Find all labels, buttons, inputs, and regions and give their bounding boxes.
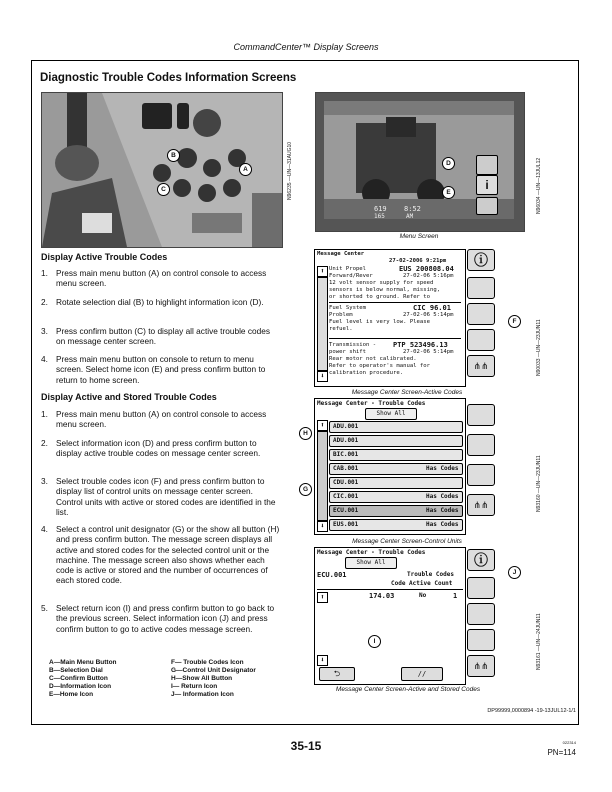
- m2-l1: Fuel System: [329, 305, 367, 311]
- m1-l5: or shorted to ground. Refer to: [329, 293, 431, 300]
- message-3[interactable]: [329, 342, 461, 376]
- m3-l1: Transmission -: [329, 342, 377, 348]
- page-number: 35-15: [290, 739, 322, 753]
- legend-a: A—Main Menu Button: [49, 659, 117, 666]
- m2-code: CIC 96.01: [413, 304, 451, 312]
- running-header: CommandCenter™ Display Screens: [233, 42, 379, 52]
- trouble-codes-icon[interactable]: [467, 603, 495, 625]
- callout-i: I: [368, 635, 381, 648]
- unit-row[interactable]: [329, 421, 463, 433]
- unit-name: ADU.001: [333, 423, 359, 430]
- info-icon[interactable]: ⓘ: [467, 249, 495, 271]
- menu-readout-2: 165: [374, 213, 385, 220]
- m2-date: 27-02-06 5:14pm: [403, 312, 454, 318]
- callout-j: J: [508, 566, 521, 579]
- legend-b: B—Selection Dial: [49, 667, 103, 674]
- unit-name: CIC.001: [333, 493, 359, 500]
- header-rule: [317, 589, 463, 590]
- legend-right: [171, 659, 256, 699]
- footer-small: 022314: [562, 740, 576, 745]
- unit-name: CDU.001: [333, 479, 359, 486]
- m1-l2: Forward/Rever: [329, 273, 373, 279]
- scroll-up[interactable]: ⬆: [317, 592, 328, 603]
- stored-step-3: 3. Select trouble codes icon (F) and press confirm button to display list of control units on message center screen. Control units with active or stored codes are identified in the list.: [41, 476, 276, 517]
- legend-g: G—Control Unit Designator: [171, 667, 256, 674]
- callout-d: D: [442, 157, 455, 170]
- caption-menu: Menu Screen: [399, 233, 439, 240]
- legend-h: H—Show All Button: [171, 675, 233, 682]
- m1-l1: Unit Propel: [329, 266, 367, 272]
- unit-designator: ECU.001: [317, 571, 347, 579]
- menu-readout-1: 619: [374, 205, 387, 213]
- show-all-button[interactable]: Show All: [365, 408, 417, 420]
- unit-row[interactable]: [329, 435, 463, 447]
- stored-step-4: 4. Select a control unit designator (G) or the show all button (H) and press confirm button. The message screen displays all active and stored codes for the selected control unit or the machine. The message screen also shows whether each code is active or stored and the number of occurrences of each stored code.: [41, 524, 280, 586]
- callout-e: E: [442, 186, 455, 199]
- active-step-3: 3. Press confirm button (C) to display all active trouble codes on message center screen.: [41, 326, 270, 347]
- menu-screen-photo: [315, 92, 525, 232]
- unit-status: Has Codes: [426, 493, 459, 500]
- panel-icon[interactable]: [467, 329, 495, 351]
- unit-row[interactable]: [329, 505, 463, 517]
- unit-row[interactable]: [329, 449, 463, 461]
- menu-time: 8:52: [404, 205, 421, 213]
- m2-l2: Problem: [329, 312, 353, 318]
- unit-name: EUS.001: [333, 521, 359, 528]
- unit-name: ECU.001: [333, 507, 359, 514]
- m1-l3: 12 volt sensor supply for speed: [329, 280, 434, 286]
- code-active: No: [419, 592, 427, 599]
- list-icon[interactable]: [467, 404, 495, 426]
- unit-name: ADU.001: [333, 437, 359, 444]
- info-icon[interactable]: i: [476, 175, 498, 195]
- part-number: PN=114: [547, 748, 576, 757]
- return-button[interactable]: ⮌: [319, 667, 355, 681]
- figure-id-units: N93160 —UN—23JUN11: [536, 455, 542, 512]
- legend-d: D—Information Icon: [49, 683, 112, 690]
- active-title: Message Center: [317, 251, 365, 257]
- unit-row[interactable]: [329, 519, 463, 531]
- scroll-down[interactable]: ⬇: [317, 521, 328, 532]
- home-icon[interactable]: [476, 197, 498, 215]
- caption-units: Message Center Screen-Control Units: [352, 538, 462, 545]
- section-title: Diagnostic Trouble Codes Information Screens: [40, 72, 297, 84]
- stored-step-5: 5. Select return icon (I) and press confirm button to go back to the previous screen. Select information icon (J) and press confirm button to go to active codes message screen.: [41, 603, 275, 634]
- units-title: Message Center - Trouble Codes: [317, 400, 426, 407]
- legend-left: [49, 659, 117, 699]
- unit-row[interactable]: [329, 491, 463, 503]
- panel-icon[interactable]: [467, 629, 495, 651]
- console-photo: [41, 92, 283, 248]
- caption-active: Message Center Screen-Active Codes: [351, 389, 463, 396]
- divider: [329, 338, 461, 339]
- network-icon[interactable]: ⋔⋔: [467, 355, 495, 377]
- scroll-down[interactable]: ⬇: [317, 655, 328, 666]
- stored-title: Message Center - Trouble Codes: [317, 549, 426, 556]
- callout-g: G: [299, 483, 312, 496]
- menu-grid-icon[interactable]: [476, 155, 498, 175]
- scroll-up[interactable]: ⬆: [317, 266, 328, 277]
- list-icon[interactable]: [467, 277, 495, 299]
- callout-h: H: [299, 427, 312, 440]
- doc-id: DP99999,0000894 -19-13JUL12-1/1: [487, 708, 576, 714]
- scroll-up[interactable]: ⬆: [317, 420, 328, 431]
- m2-l4: refuel.: [329, 325, 353, 332]
- unit-status: Has Codes: [426, 521, 459, 528]
- active-step-1: 1. Press main menu button (A) on control console to access menu screen.: [41, 268, 267, 289]
- callout-c: C: [157, 183, 170, 196]
- legend-f: F— Trouble Codes Icon: [171, 659, 244, 666]
- callout-f: F: [508, 315, 521, 328]
- active-step-2: 2. Rotate selection dial (B) to highlight information icon (D).: [41, 297, 264, 307]
- divider: [329, 302, 461, 303]
- figure-id-console: N96235 —UN—31AUG10: [287, 141, 293, 200]
- panel-icon[interactable]: [467, 464, 495, 486]
- figure-id-menu: N96034 —UN—13JUL12: [536, 157, 542, 214]
- m1-l4: sensors is below normal, missing,: [329, 286, 441, 293]
- units-side-buttons: [467, 398, 497, 533]
- m3-l4: Refer to operator's manual for: [329, 362, 431, 369]
- stored-heading: Display Active and Stored Trouble Codes: [41, 392, 217, 402]
- unit-status: Has Codes: [426, 465, 459, 472]
- m1-date: 27-02-06 5:16pm: [403, 273, 454, 279]
- m1-code: EUS 200808.04: [399, 265, 454, 273]
- m3-l3: Rear motor not calibrated.: [329, 356, 417, 362]
- info-icon[interactable]: ⓘ: [467, 549, 495, 571]
- caption-stored: Message Center Screen-Active and Stored Codes: [335, 686, 481, 693]
- unit-row[interactable]: [329, 463, 463, 475]
- m3-l2: power shift: [329, 349, 367, 355]
- legend-j: J— Information Icon: [171, 691, 234, 698]
- show-all-button[interactable]: Show All: [345, 557, 397, 569]
- scroll-track[interactable]: [317, 277, 328, 371]
- m3-l5: calibration procedure.: [329, 369, 404, 376]
- active-step-4: 4. Press main menu button on console to return to menu screen. Select home icon (E) and press confirm button to return to home screen.: [41, 354, 266, 385]
- m3-code: PTP 523496.13: [393, 341, 448, 349]
- callout-a: A: [239, 163, 252, 176]
- stored-step-1: 1. Press main menu button (A) on control console to access menu screen.: [41, 409, 267, 430]
- control-units-screen: [314, 398, 466, 535]
- message-2[interactable]: [329, 305, 461, 333]
- network-icon[interactable]: ⋔⋔: [467, 494, 495, 516]
- code-count: 1: [453, 592, 458, 600]
- unit-name: BIC.001: [333, 451, 359, 458]
- legend-e: E—Home Icon: [49, 691, 94, 698]
- message-1[interactable]: [329, 266, 461, 300]
- scroll-down[interactable]: ⬇: [317, 371, 328, 382]
- scroll-track[interactable]: [317, 431, 328, 521]
- col-trouble-codes: Trouble Codes: [407, 571, 454, 578]
- unit-row[interactable]: [329, 477, 463, 489]
- stored-step-2: 2. Select information icon (D) and press confirm button to display active trouble codes on message center screen.: [41, 438, 261, 459]
- legend-i: I— Return Icon: [171, 683, 218, 690]
- menu-ampm: AM: [406, 213, 414, 220]
- code-row[interactable]: [329, 592, 461, 602]
- active-heading: Display Active Trouble Codes: [41, 252, 168, 262]
- trouble-codes-icon[interactable]: [467, 434, 495, 456]
- col-active-count: Code Active Count: [391, 580, 453, 587]
- legend-c: C—Confirm Button: [49, 675, 108, 682]
- active-side-buttons: [467, 249, 497, 385]
- list-icon[interactable]: [467, 577, 495, 599]
- stored-side-buttons: [467, 547, 497, 683]
- m3-date: 27-02-06 5:14pm: [403, 349, 454, 355]
- unit-status: Has Codes: [426, 507, 459, 514]
- confirm-button[interactable]: //: [401, 667, 443, 681]
- network-icon[interactable]: ⋔⋔: [467, 655, 495, 677]
- active-codes-screen: [314, 249, 466, 387]
- code-value: 174.03: [369, 592, 395, 600]
- footer-rule: [31, 724, 578, 725]
- figure-id-active: N90033 —UN—23JUN11: [536, 319, 542, 376]
- callout-b: B: [167, 149, 180, 162]
- stored-codes-screen: [314, 547, 466, 685]
- m2-l3: Fuel level is very low. Please: [329, 319, 431, 325]
- active-datetime: 27-02-2006 9:21pm: [389, 258, 447, 264]
- figure-id-stored: N93161 —UN—24JUN11: [536, 613, 542, 670]
- unit-name: CAB.001: [333, 465, 359, 472]
- trouble-codes-icon[interactable]: [467, 303, 495, 325]
